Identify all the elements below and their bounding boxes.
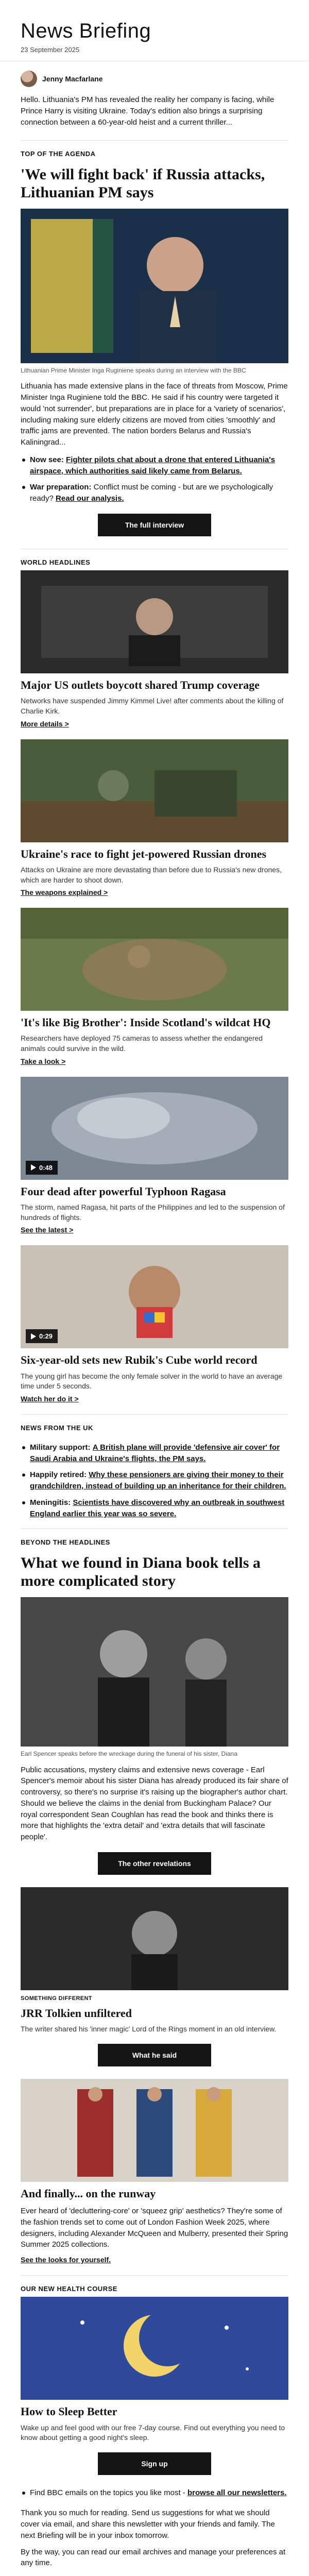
newsletter-date: 23 September 2025 xyxy=(21,46,80,54)
health-photo xyxy=(21,2297,288,2400)
top-bullet-2 xyxy=(21,482,288,504)
world-image-2[interactable] xyxy=(21,739,288,842)
uk-bullets xyxy=(21,1442,288,1520)
world-headline[interactable]: Major US outlets boycott shared Trump coverage xyxy=(21,678,260,691)
top-section xyxy=(0,140,309,536)
world-desc: The young girl has become the only female solver in the world to have an average time under 5 seconds. xyxy=(21,1371,283,1391)
play-icon xyxy=(31,1333,36,1340)
beyond-caption: Earl Spencer speaks before the wreckage during the funeral of his sister, Diana xyxy=(21,1750,237,1758)
world-photo xyxy=(21,1245,288,1348)
beyond-headline[interactable]: What we found in Diana book tells a more complicated story xyxy=(21,1554,261,1589)
video-duration: 0:29 xyxy=(39,1332,53,1341)
world-photo xyxy=(21,570,288,673)
section-label-top: TOP OF THE AGENDA xyxy=(21,140,288,162)
beyond-photo xyxy=(21,1597,288,1747)
full-interview-button[interactable]: The full interview xyxy=(98,514,211,536)
world-item xyxy=(21,739,288,897)
top-image[interactable] xyxy=(21,209,288,363)
different-headline[interactable]: JRR Tolkien unfiltered xyxy=(21,2006,132,2020)
signoff-section xyxy=(0,2507,309,2576)
section-label-world: WORLD HEADLINES xyxy=(21,549,288,570)
finally-headline[interactable]: And finally... on the runway xyxy=(21,2187,156,2200)
top-photo xyxy=(21,209,288,363)
world-item xyxy=(21,908,288,1065)
different-section xyxy=(0,1887,309,2066)
uk-section xyxy=(0,1414,309,1520)
author-row xyxy=(0,61,309,87)
finally-paragraph: Ever heard of 'decluttering-core' or 'squeez grip' aesthetics? They're some of the fashion trends set to come out of London Fashion Week 2025, where designers, including Alexander McQueen and Mulberry, presented their Spring Summer 2025 collections. xyxy=(21,2207,288,2249)
health-section xyxy=(0,2275,309,2498)
world-photo xyxy=(21,1077,288,1180)
health-image[interactable] xyxy=(21,2297,288,2400)
uk-bullet-3 xyxy=(21,1497,288,1520)
newsletter-title: News Briefing xyxy=(21,20,151,42)
section-label-beyond: BEYOND THE HEADLINES xyxy=(21,1529,288,1550)
world-headline[interactable]: 'It's like Big Brother': Inside Scotland's wildcat HQ xyxy=(21,1016,271,1029)
top-caption: Lithuanian Prime Minister Inga Ruginiene speaks during an interview with the BBC xyxy=(21,367,246,375)
finally-section xyxy=(0,2079,309,2264)
finally-link[interactable]: See the looks for yourself. xyxy=(21,2256,111,2264)
newsletter-header xyxy=(0,0,309,61)
find-text: Find BBC emails on the topics you like most - xyxy=(30,2488,185,2497)
top-paragraph: Lithuania has made extensive plans in the face of threats from Moscow, Prime Minister Inga Ruginiene told the BBC. He said if his country were targeted it would 'not surrender', but preparations are in place for a 'variety of scenarios', including making sure elderly citizens are moved from cities 'smoothly' and traffic jams are prevented. The nation borders Belarus and Russia's Kaliningrad... xyxy=(21,382,288,447)
world-headline[interactable]: Four dead after powerful Typhoon Ragasa xyxy=(21,1184,226,1198)
finally-photo xyxy=(21,2079,288,2182)
uk-bullet-1 xyxy=(21,1442,288,1465)
top-headline[interactable]: 'We will fight back' if Russia attacks, Lithuanian PM says xyxy=(21,166,265,201)
intro-text: Hello. Lithuania's PM has revealed the reality her company is facing, while Prince Harry is visiting Ukraine. Today's edition also brings a surprising connection between a 60-year-old heist and a current thriller... xyxy=(21,95,274,127)
section-label-uk: NEWS FROM THE UK xyxy=(21,1414,288,1436)
bullet-link[interactable]: A British plane will provide 'defensive air cover' for Saudi Arabia and Ukraine's flights, the PM says. xyxy=(30,1443,280,1463)
finally-image[interactable] xyxy=(21,2079,288,2182)
bullet-link[interactable]: Why these pensioners are giving their money to their grandchildren, instead of building up an inheritance for their children. xyxy=(30,1470,286,1491)
world-video-5[interactable] xyxy=(21,1245,288,1348)
top-bullet-1 xyxy=(21,454,288,477)
play-icon xyxy=(31,1164,36,1171)
world-more-link[interactable]: The weapons explained > xyxy=(21,888,108,897)
bullet-lead: Military support: xyxy=(30,1443,91,1452)
world-desc: Researchers have deployed 75 cameras to assess whether the endangered animals could survive in the wild. xyxy=(21,1034,263,1053)
find-bullet xyxy=(21,2487,288,2499)
different-image[interactable] xyxy=(21,1887,288,1990)
health-headline[interactable]: How to Sleep Better xyxy=(21,2405,117,2418)
beyond-paragraph: Public accusations, mystery claims and extensive news coverage - Earl Spencer's memoir about his sister Diana has already produced its fair share of controversy, so there's no surprise it's raising up the biographer's author chart. Should we believe the claims in the denial from Buckingham Palace? Our royal correspondent Sean Coughlan has read the book and thinks there is more that highlights the 'extra detail' and 'extra details that will fascinate people'. xyxy=(21,1765,288,1842)
world-item xyxy=(21,1077,288,1234)
world-item xyxy=(21,1245,288,1403)
bullet-lead: Now see: xyxy=(30,455,64,464)
world-photo xyxy=(21,908,288,1011)
signoff-p2: By the way, you can read our email archives and manage your preferences at any time. xyxy=(21,2547,286,2568)
world-photo xyxy=(21,739,288,842)
beyond-image[interactable] xyxy=(21,1597,288,1747)
author-name: Jenny Macfarlane xyxy=(42,75,103,83)
world-desc: Attacks on Ukraine are more devastating than before due to Russia's new drones, which are harder to shoot down. xyxy=(21,865,282,884)
what-he-said-button[interactable]: What he said xyxy=(98,2044,211,2066)
find-bullet-item xyxy=(21,2487,288,2499)
world-video-4[interactable] xyxy=(21,1077,288,1180)
different-photo xyxy=(21,1887,288,1990)
world-more-link[interactable]: Watch her do it > xyxy=(21,1394,79,1403)
world-more-link[interactable]: See the latest > xyxy=(21,1226,74,1234)
sign-up-button[interactable]: Sign up xyxy=(98,2452,211,2475)
health-desc: Wake up and feel good with our free 7-day course. Find out everything you need to know about getting a good night's sleep. xyxy=(21,2423,285,2442)
video-duration: 0:48 xyxy=(39,1163,53,1172)
world-image-3[interactable] xyxy=(21,908,288,1011)
world-more-link[interactable]: Take a look > xyxy=(21,1057,66,1065)
other-revelations-button[interactable]: The other revelations xyxy=(98,1852,211,1875)
author-avatar xyxy=(21,71,37,87)
section-label-health: OUR NEW HEALTH COURSE xyxy=(21,2275,288,2297)
world-desc: Networks have suspended Jimmy Kimmel Live! after comments about the killing of Charlie Kirk. xyxy=(21,697,284,715)
video-play-button[interactable] xyxy=(26,1329,58,1343)
world-desc: The storm, named Ragasa, hit parts of the Philippines and led to the suspension of hundreds of flights. xyxy=(21,1203,285,1222)
section-label-different: SOMETHING DIFFERENT xyxy=(21,1995,92,2002)
bullet-lead: Happily retired: xyxy=(30,1470,87,1480)
bullet-link[interactable]: Read our analysis. xyxy=(56,494,124,503)
video-play-button[interactable] xyxy=(26,1161,58,1175)
world-more-link[interactable]: More details > xyxy=(21,719,69,728)
uk-bullet-2 xyxy=(21,1469,288,1492)
bullet-lead: Meningitis: xyxy=(30,1498,71,1507)
world-headline[interactable]: Ukraine's race to fight jet-powered Russian drones xyxy=(21,847,267,860)
beyond-section xyxy=(0,1529,309,1874)
bullet-link[interactable]: Scientists have discovered why an outbreak in southwest England earlier this year was so severe. xyxy=(30,1498,285,1518)
bullet-text: Conflict must be coming - but are we psychologically ready? xyxy=(30,483,273,503)
different-desc: The writer shared his 'inner magic' Lord of the Rings moment in an old interview. xyxy=(21,2025,277,2033)
world-item xyxy=(21,570,288,728)
bullet-lead: War preparation: xyxy=(30,483,92,492)
signoff-sign xyxy=(21,2574,288,2576)
bullet-link[interactable]: Fighter pilots chat about a drone that entered Lithuania's airspace, which authorities said likely came from Belarus. xyxy=(30,455,276,476)
world-section xyxy=(0,549,309,1403)
browse-newsletters-link[interactable]: browse all our newsletters. xyxy=(187,2488,287,2497)
signoff-p1: Thank you so much for reading. Send us suggestions for what we should cover via email, and share this newsletter with your friends and family. The next Briefing will be in your inbox tomorrow. xyxy=(21,2509,275,2540)
world-image-1[interactable] xyxy=(21,570,288,673)
top-bullets xyxy=(21,454,288,504)
world-headline[interactable]: Six-year-old sets new Rubik's Cube world record xyxy=(21,1353,258,1367)
